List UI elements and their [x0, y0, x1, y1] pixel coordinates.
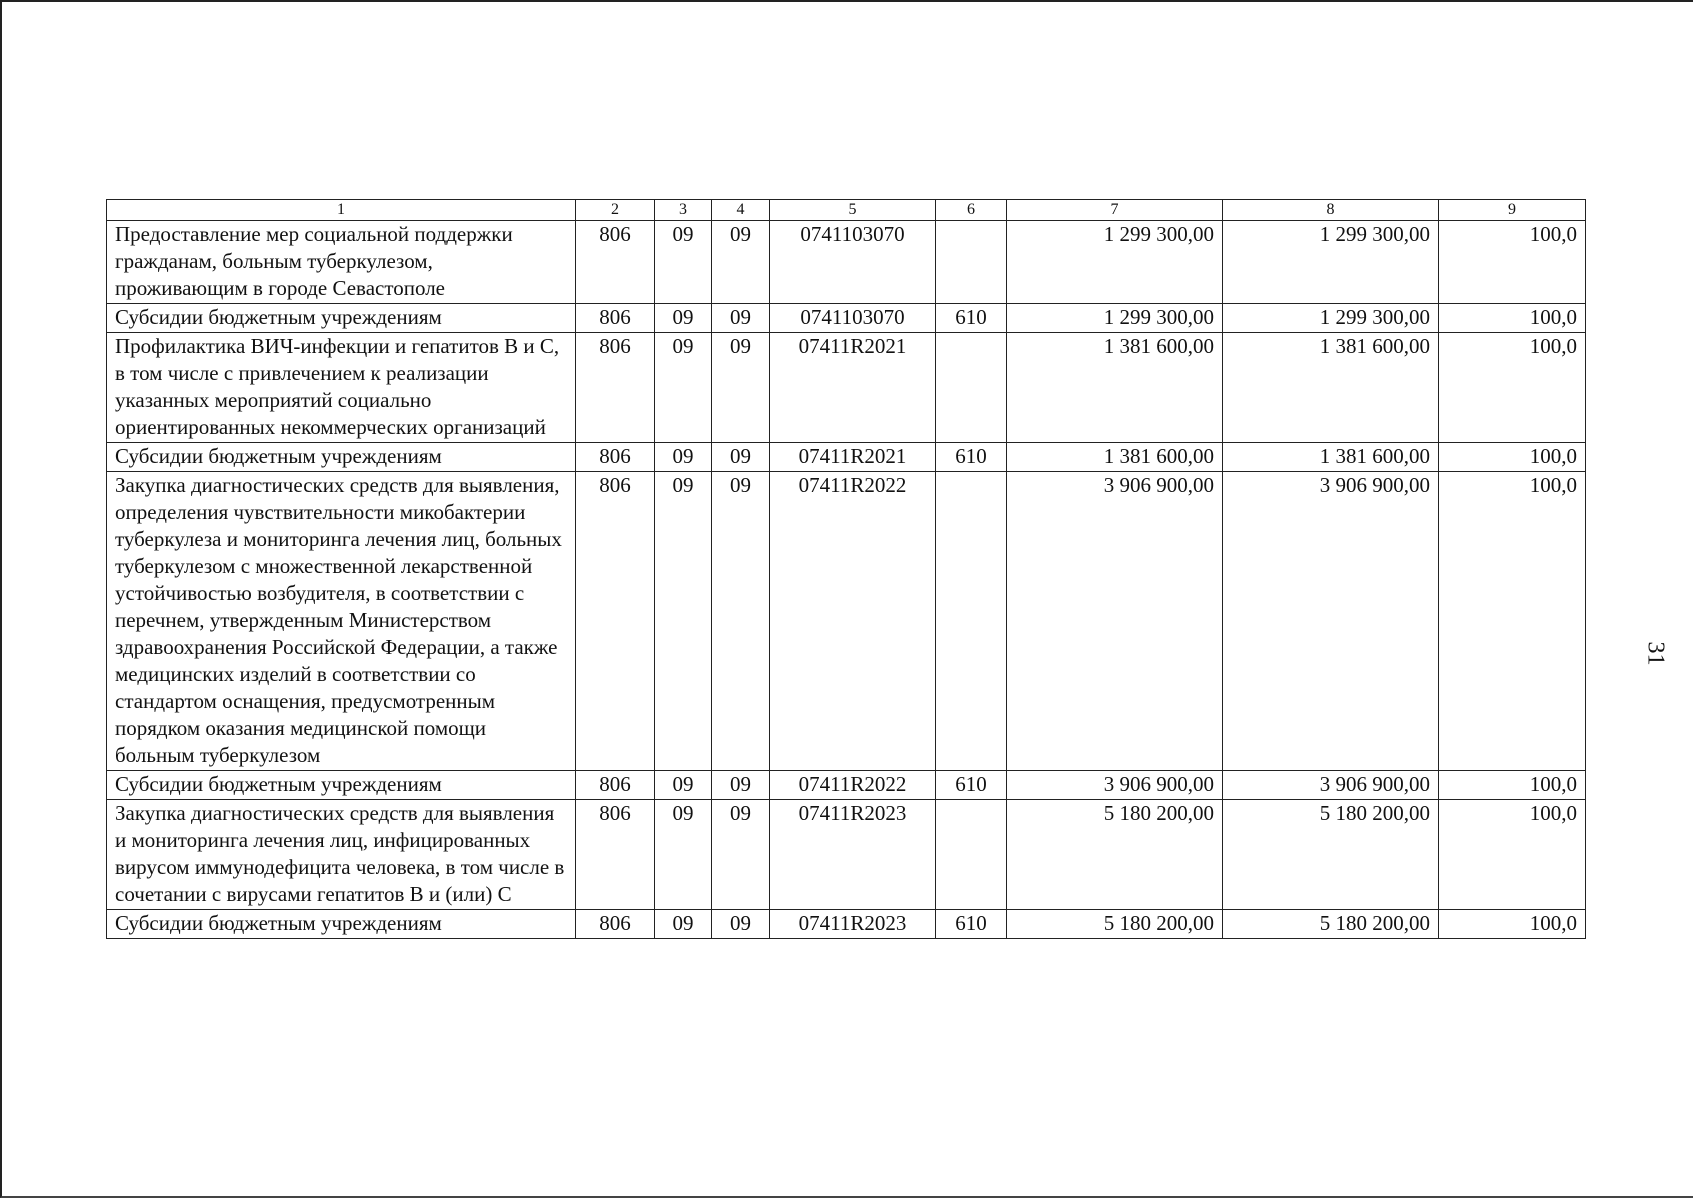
cell-col-6	[936, 221, 1007, 304]
cell-col-8: 1 381 600,00	[1223, 443, 1439, 472]
cell-col-2: 806	[576, 443, 655, 472]
cell-col-6: 610	[936, 304, 1007, 333]
cell-col-6	[936, 800, 1007, 910]
cell-col-6	[936, 472, 1007, 771]
table-row	[107, 221, 1586, 304]
cell-col-8: 5 180 200,00	[1223, 800, 1439, 910]
cell-col-7: 5 180 200,00	[1007, 910, 1223, 939]
cell-col-4: 09	[712, 800, 770, 910]
cell-col-3: 09	[655, 221, 712, 304]
column-header: 1	[107, 200, 576, 221]
table-row	[107, 910, 1586, 939]
cell-col-4: 09	[712, 910, 770, 939]
column-header: 7	[1007, 200, 1223, 221]
cell-col-9: 100,0	[1439, 910, 1586, 939]
row-name: Субсидии бюджетным учреждениям	[107, 771, 576, 800]
row-name: Профилактика ВИЧ-инфекции и гепатитов В и С, в том числе с привлечением к реализации указанных мероприятий социально ориентированных некоммерческих организаций	[107, 333, 576, 443]
column-header: 5	[770, 200, 936, 221]
cell-col-7: 5 180 200,00	[1007, 800, 1223, 910]
cell-col-9: 100,0	[1439, 443, 1586, 472]
cell-col-8: 5 180 200,00	[1223, 910, 1439, 939]
column-header: 4	[712, 200, 770, 221]
cell-col-3: 09	[655, 800, 712, 910]
row-name: Субсидии бюджетным учреждениям	[107, 304, 576, 333]
cell-col-2: 806	[576, 472, 655, 771]
cell-col-4: 09	[712, 304, 770, 333]
cell-col-5: 0741103070	[770, 304, 936, 333]
cell-col-6: 610	[936, 771, 1007, 800]
page-number: 31	[1642, 641, 1669, 666]
cell-col-9: 100,0	[1439, 304, 1586, 333]
cell-col-8: 1 299 300,00	[1223, 304, 1439, 333]
cell-col-5: 07411R2022	[770, 472, 936, 771]
cell-col-9: 100,0	[1439, 800, 1586, 910]
cell-col-2: 806	[576, 304, 655, 333]
cell-col-2: 806	[576, 221, 655, 304]
cell-col-7: 3 906 900,00	[1007, 472, 1223, 771]
cell-col-5: 07411R2023	[770, 800, 936, 910]
table-row	[107, 771, 1586, 800]
cell-col-7: 1 299 300,00	[1007, 304, 1223, 333]
column-header: 8	[1223, 200, 1439, 221]
table-row	[107, 333, 1586, 443]
cell-col-2: 806	[576, 800, 655, 910]
cell-col-8: 1 299 300,00	[1223, 221, 1439, 304]
cell-col-9: 100,0	[1439, 472, 1586, 771]
cell-col-5: 07411R2023	[770, 910, 936, 939]
cell-col-4: 09	[712, 221, 770, 304]
cell-col-8: 1 381 600,00	[1223, 333, 1439, 443]
cell-col-6: 610	[936, 910, 1007, 939]
cell-col-9: 100,0	[1439, 333, 1586, 443]
column-header: 3	[655, 200, 712, 221]
cell-col-3: 09	[655, 333, 712, 443]
column-header: 6	[936, 200, 1007, 221]
column-header: 2	[576, 200, 655, 221]
cell-col-5: 0741103070	[770, 221, 936, 304]
cell-col-7: 1 381 600,00	[1007, 443, 1223, 472]
cell-col-7: 3 906 900,00	[1007, 771, 1223, 800]
cell-col-5: 07411R2021	[770, 333, 936, 443]
cell-col-4: 09	[712, 333, 770, 443]
cell-col-2: 806	[576, 910, 655, 939]
cell-col-6: 610	[936, 443, 1007, 472]
cell-col-4: 09	[712, 771, 770, 800]
cell-col-7: 1 299 300,00	[1007, 221, 1223, 304]
cell-col-9: 100,0	[1439, 771, 1586, 800]
row-name: Закупка диагностических средств для выявления, определения чувствительности микобактерии туберкулеза и мониторинга лечения лиц, больных туберкулезом с множественной лекарственной устойчивостью возбудителя, в соответствии с перечнем, утвержденным Министерством здравоохранения Российской Федерации, а также медицинских изделий в соответствии со стандартом оснащения, предусмотренным порядком оказания медицинской помощи больным туберкулезом	[107, 472, 576, 771]
row-name: Предоставление мер социальной поддержки гражданам, больным туберкулезом, проживающим в городе Севастополе	[107, 221, 576, 304]
cell-col-8: 3 906 900,00	[1223, 472, 1439, 771]
row-name: Закупка диагностических средств для выявления и мониторинга лечения лиц, инфицированных вирусом иммунодефицита человека, в том числе в сочетании с вирусами гепатитов В и (или) С	[107, 800, 576, 910]
row-name: Субсидии бюджетным учреждениям	[107, 443, 576, 472]
cell-col-2: 806	[576, 771, 655, 800]
cell-col-3: 09	[655, 472, 712, 771]
cell-col-6	[936, 333, 1007, 443]
cell-col-9: 100,0	[1439, 221, 1586, 304]
cell-col-5: 07411R2021	[770, 443, 936, 472]
cell-col-7: 1 381 600,00	[1007, 333, 1223, 443]
table-row	[107, 800, 1586, 910]
column-header: 9	[1439, 200, 1586, 221]
cell-col-3: 09	[655, 443, 712, 472]
table-row	[107, 443, 1586, 472]
budget-table	[106, 199, 1586, 939]
table-row	[107, 304, 1586, 333]
cell-col-3: 09	[655, 304, 712, 333]
cell-col-3: 09	[655, 910, 712, 939]
header-row	[107, 200, 1586, 221]
cell-col-4: 09	[712, 472, 770, 771]
cell-col-8: 3 906 900,00	[1223, 771, 1439, 800]
cell-col-5: 07411R2022	[770, 771, 936, 800]
table-row	[107, 472, 1586, 771]
cell-col-2: 806	[576, 333, 655, 443]
cell-col-3: 09	[655, 771, 712, 800]
row-name: Субсидии бюджетным учреждениям	[107, 910, 576, 939]
cell-col-4: 09	[712, 443, 770, 472]
